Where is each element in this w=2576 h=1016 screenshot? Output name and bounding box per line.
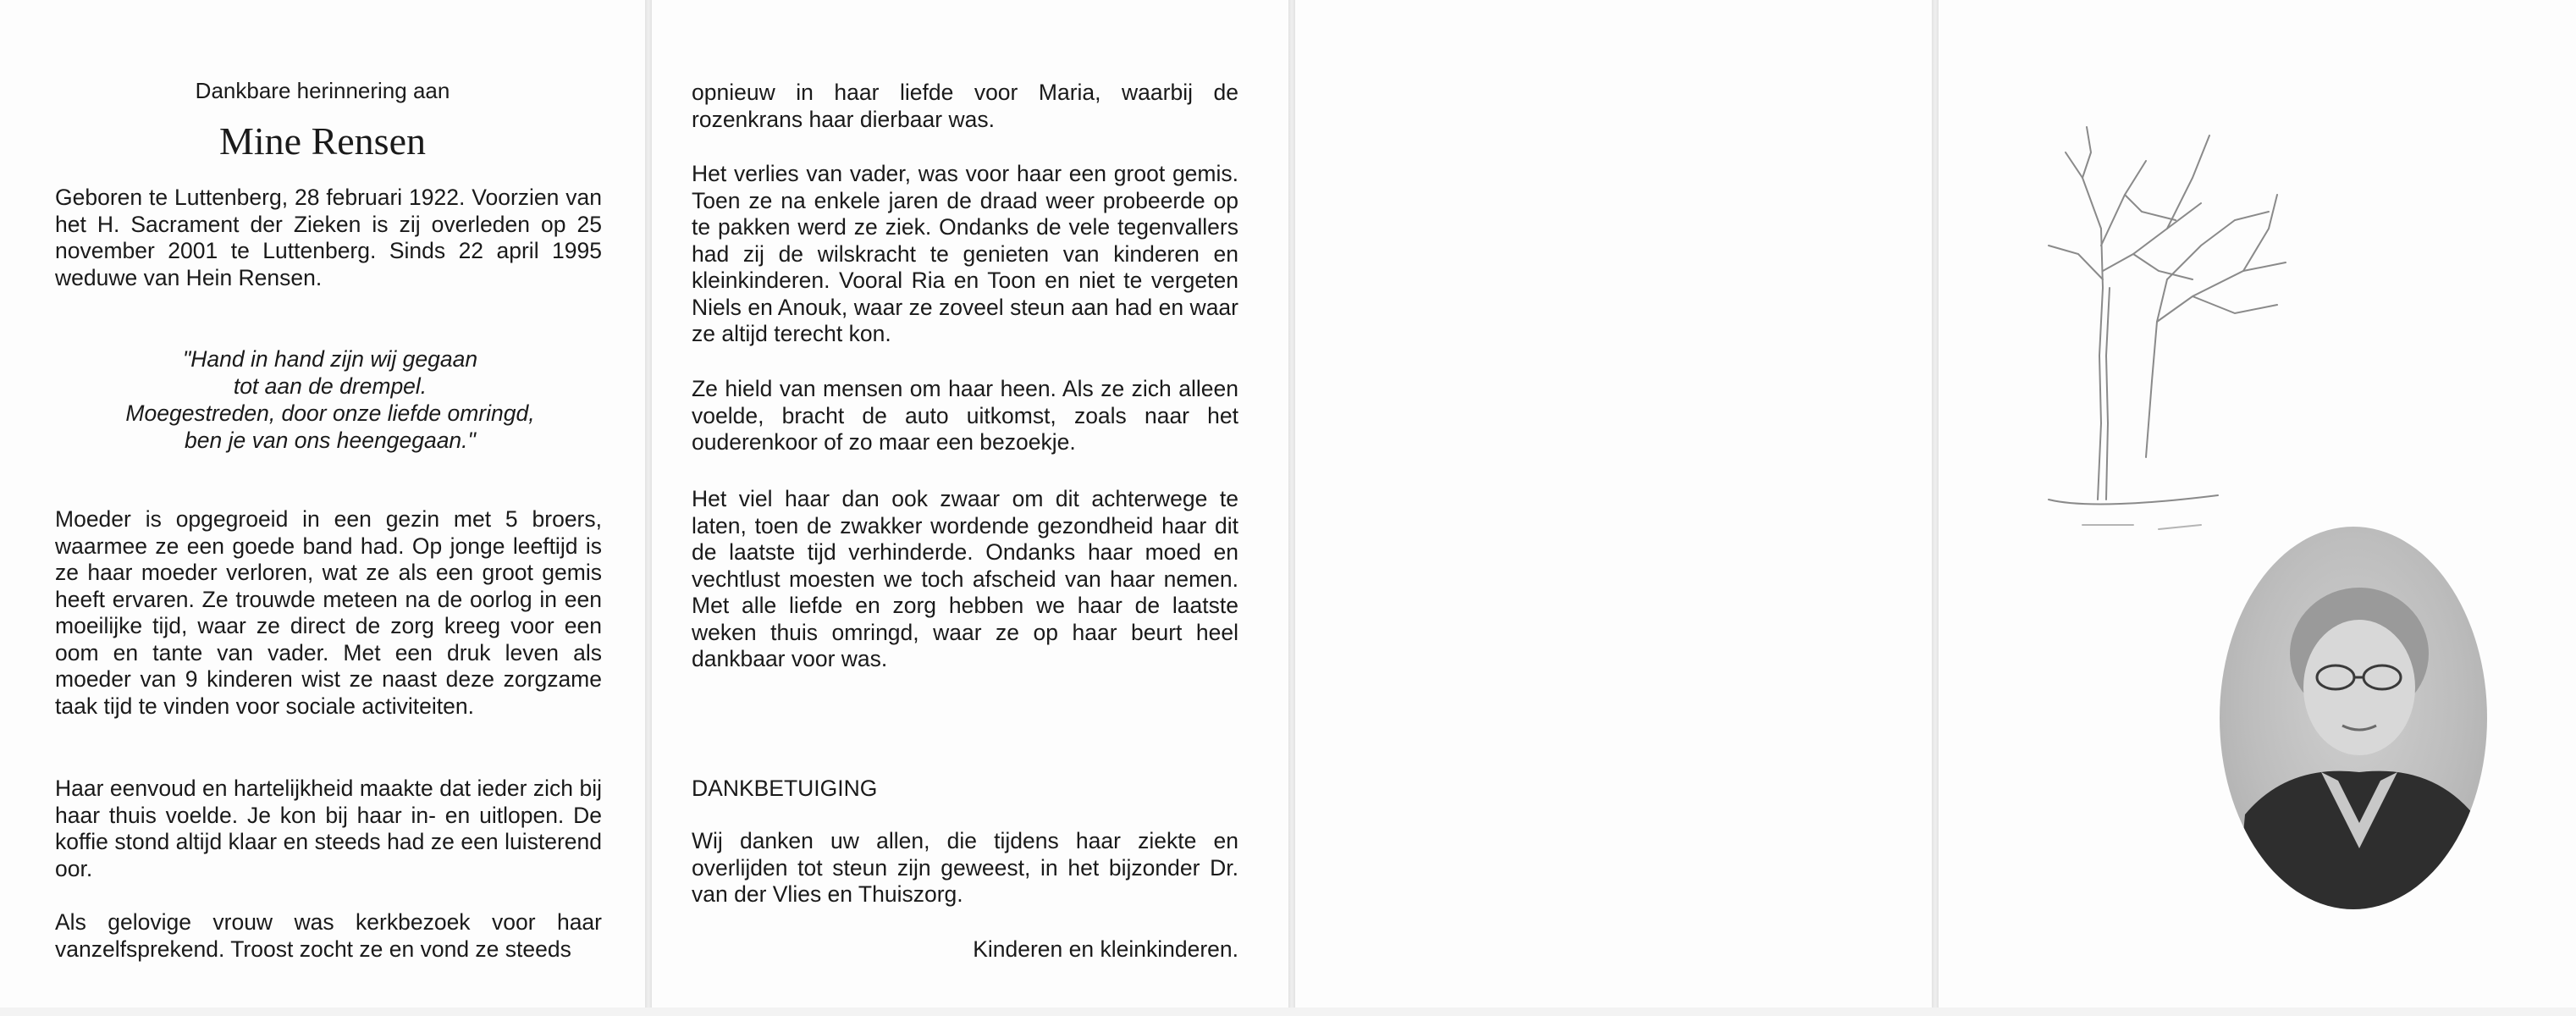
life-story-paragraph: Haar eenvoud en hartelijkheid maakte dat ieder zich bij haar thuis voelde. Je kon bij haar in- en uitlopen. De koffie stond altijd klaar en steeds had ze een luisterend oor.	[55, 776, 602, 881]
poem-line: "Hand in hand zijn wij gegaan	[182, 346, 478, 372]
remembrance-header: Dankbare herinnering aan	[195, 78, 450, 103]
life-story-paragraph: opnieuw in haar liefde voor Maria, waarbij de rozenkrans haar dierbaar was.	[692, 80, 1238, 132]
tree-sketch-icon	[1998, 102, 2353, 542]
life-story-paragraph: Als gelovige vrouw was kerkbezoek voor haar vanzelfsprekend. Troost zocht ze en vond ze steeds	[55, 909, 602, 962]
fold-2	[1288, 0, 1295, 1008]
fold-1	[645, 0, 652, 1008]
life-story-paragraph: Ze hield van mensen om haar heen. Als ze zich alleen voelde, bracht de auto uitkomst, zoals naar het ouderenkoor of zo maar een bezoekje.	[692, 376, 1238, 455]
thanks-heading: DANKBETUIGING	[692, 776, 878, 801]
signoff: Kinderen en kleinkinderen.	[973, 936, 1238, 962]
life-story-paragraph: Moeder is opgegroeid in een gezin met 5 broers, waarmee ze een goede band had. Op jonge leeftijd is ze haar moeder verloren, wat ze als een groot gemis heeft ervaren. Ze trouwde meteen na de oorlog in een moeilijke tijd, waar ze direct de zorg kreeg voor een oom en tante van vader. Met een druk leven als moeder van 9 kinderen wist ze naast deze zorgzame taak tijd te vinden voor sociale activiteiten.	[55, 506, 602, 719]
thanks-text: Wij danken uw allen, die tijdens haar ziekte en overlijden tot steun zijn geweest, in het bijzonder Dr. van der Vlies en Thuiszorg.	[692, 828, 1238, 907]
life-story-paragraph: Het verlies van vader, was voor haar een groot gemis. Toen ze na enkele jaren de draad weer probeerde op te pakken werd ze ziek. Ondanks de vele tegenvallers had zij de wilskracht te genieten van kinderen en kleinkinderen. Vooral Ria en Toon en niet te vergeten Niels en Anouk, waar ze zoveel steun aan had en waar ze altijd terecht kon.	[692, 161, 1238, 346]
portrait-icon	[2220, 527, 2487, 909]
poem-line: ben je van ons heengegaan."	[185, 428, 476, 453]
blank-panel	[1295, 0, 1932, 1008]
portrait-photo	[2220, 527, 2487, 909]
poem-line: Moegestreden, door onze liefde omringd,	[125, 400, 535, 426]
fold-3	[1932, 0, 1939, 1008]
life-story-paragraph: Het viel haar dan ook zwaar om dit achterwege te laten, toen de zwakker wordende gezondheid haar dit de laatste tijd verhinderde. Ondanks haar moed en vechtlust moesten we toch afscheid van haar nemen. Met alle liefde en zorg hebben we haar de laatste weken thuis omringd, waar ze op haar beurt heel dankbaar voor was.	[692, 486, 1238, 671]
deceased-name: Mine Rensen	[218, 119, 426, 163]
intro-paragraph: Geboren te Luttenberg, 28 februari 1922. Voorzien van het H. Sacrament der Zieken is zij overleden op 25 november 2001 te Luttenberg. Sinds 22 april 1995 weduwe van Hein Rensen.	[55, 185, 602, 290]
poem-line: tot aan de drempel.	[233, 373, 427, 399]
poem	[51, 345, 610, 454]
